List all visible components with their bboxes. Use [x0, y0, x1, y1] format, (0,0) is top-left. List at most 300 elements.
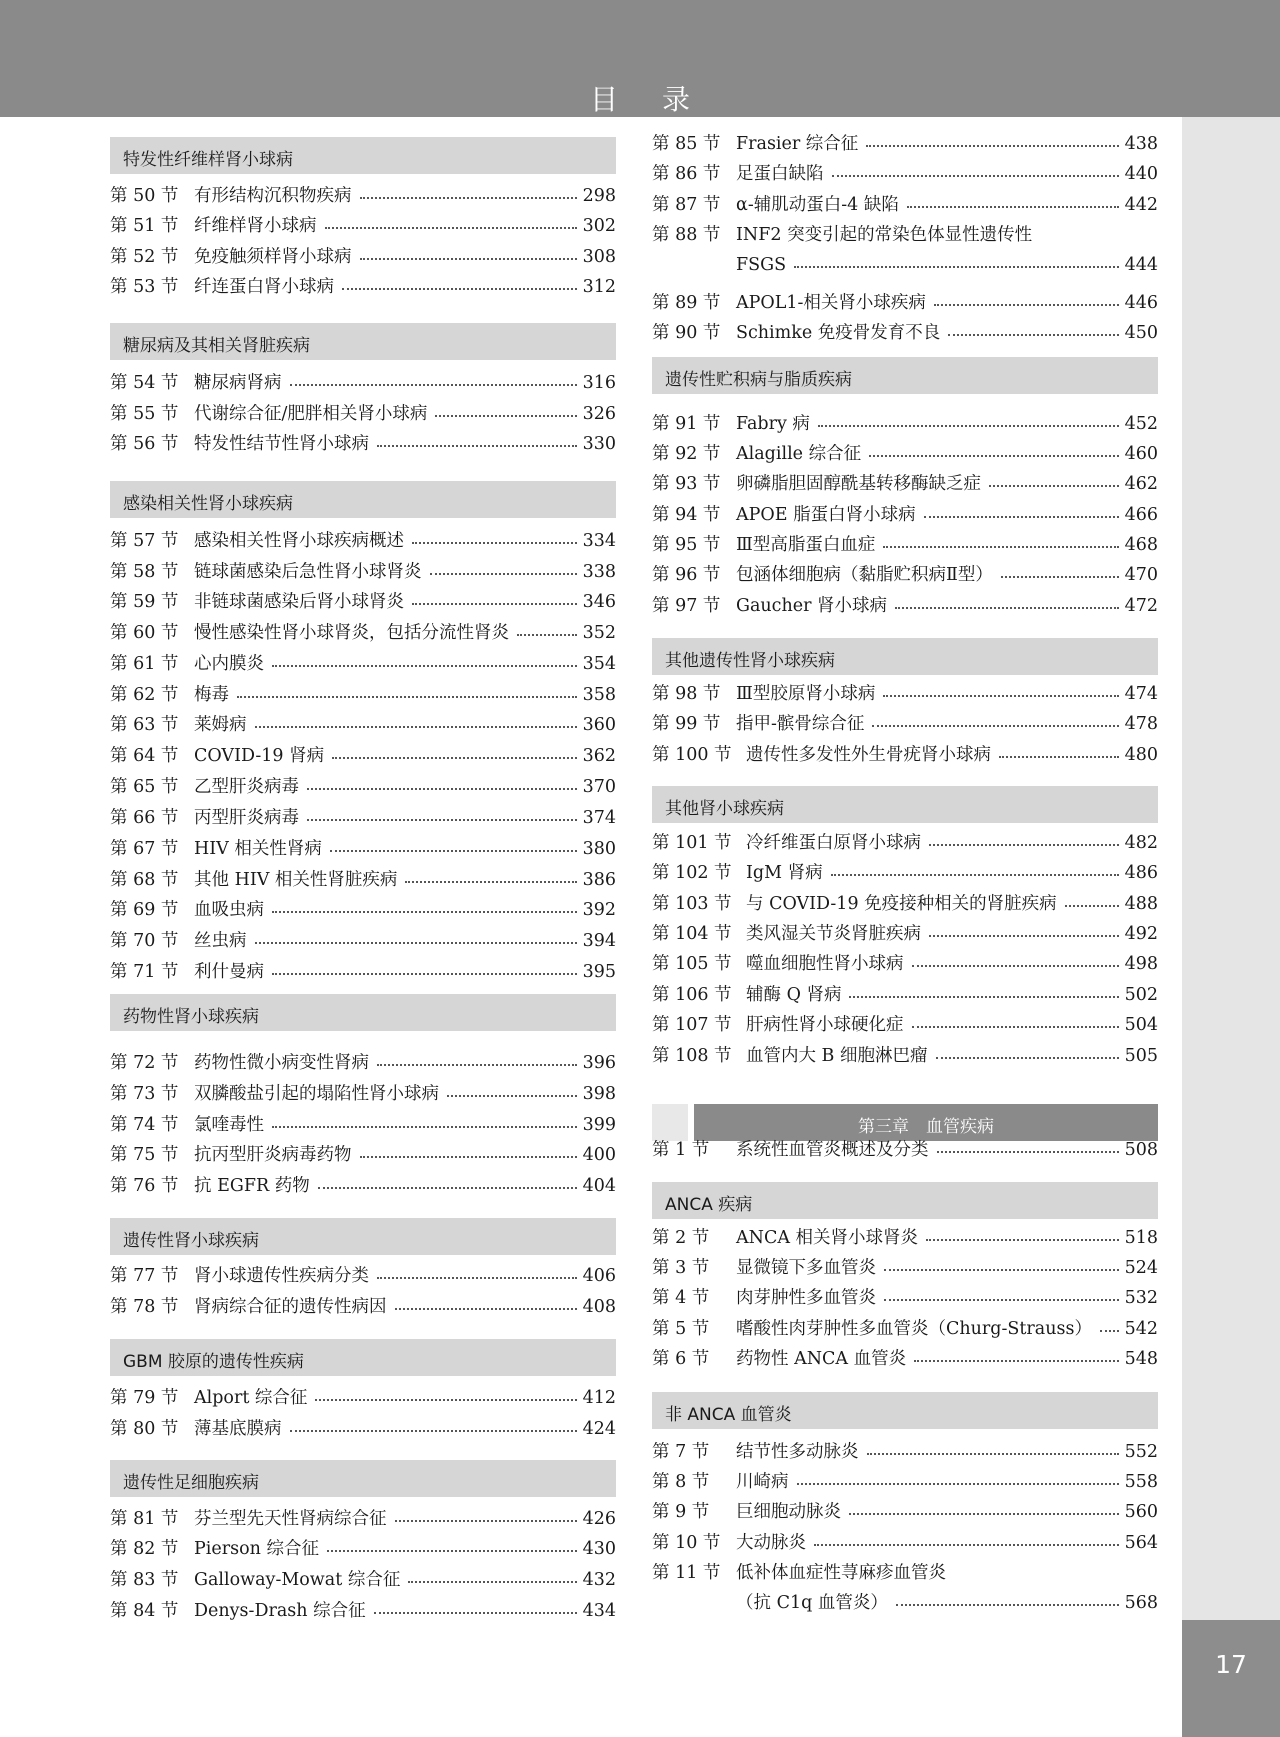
toc-entry[interactable] [110, 1263, 616, 1289]
toc-entry-section-number: 第 61 节 [110, 654, 179, 674]
toc-entry-title: 梅毒 [194, 685, 229, 705]
toc-entry[interactable] [652, 891, 1158, 917]
section-heading [652, 638, 1158, 675]
toc-entry-page-number: 434 [582, 1601, 616, 1621]
toc-entry-leader-dots [794, 266, 1118, 268]
toc-entry[interactable] [652, 921, 1158, 947]
toc-entry-section-number: 第 8 节 [652, 1472, 710, 1492]
toc-entry-leader-dots [237, 696, 577, 698]
toc-entry-title: 抗丙型肝炎病毒药物 [194, 1145, 352, 1165]
toc-entry-title: 嗜酸性肉芽肿性多血管炎（Churg-Strauss） [736, 1319, 1092, 1339]
toc-entry-leader-dots [867, 1453, 1119, 1455]
toc-entry-section-number: 第 60 节 [110, 623, 179, 643]
toc-entry-leader-dots [430, 573, 577, 575]
toc-entry[interactable] [110, 1173, 616, 1199]
toc-entry-leader-dots [929, 935, 1119, 937]
toc-entry[interactable] [110, 836, 616, 862]
toc-entry-leader-dots [872, 725, 1118, 727]
toc-entry-title: 代谢综合征/肥胖相关肾小球病 [194, 404, 428, 424]
toc-entry-page-number: 482 [1124, 833, 1158, 853]
toc-entry-leader-dots [914, 1360, 1118, 1362]
toc-entry-leader-dots [412, 603, 577, 605]
toc-entry-leader-dots [408, 1581, 576, 1583]
toc-entry-continuation[interactable] [652, 252, 1158, 278]
toc-entry-leader-dots [395, 1520, 577, 1522]
toc-entry-title: 感染相关性肾小球疾病概述 [194, 531, 404, 551]
toc-entry[interactable] [110, 1598, 616, 1624]
toc-entry[interactable] [110, 274, 616, 300]
toc-entry-page-number: 399 [582, 1115, 616, 1135]
toc-entry-page-number: 560 [1124, 1502, 1158, 1522]
toc-entry[interactable] [110, 589, 616, 615]
toc-entry-section-number: 第 100 节 [652, 745, 732, 765]
toc-entry-page-number: 474 [1124, 684, 1158, 704]
toc-entry-leader-dots [307, 819, 577, 821]
toc-entry-title: 药物性 ANCA 血管炎 [736, 1349, 907, 1369]
toc-entry[interactable] [110, 774, 616, 800]
toc-entry-title: Galloway-Mowat 综合征 [194, 1570, 401, 1590]
section-heading [110, 994, 616, 1031]
toc-entry-page-number: 362 [582, 746, 616, 766]
toc-entry[interactable] [110, 1567, 616, 1593]
toc-entry-title: Pierson 综合征 [194, 1539, 319, 1559]
toc-entry[interactable] [652, 131, 1158, 157]
toc-entry-page-number: 460 [1124, 444, 1158, 464]
toc-entry-page-number: 302 [582, 216, 616, 236]
toc-entry[interactable] [110, 712, 616, 738]
toc-entry-title: 血管内大 B 细胞淋巴瘤 [746, 1046, 928, 1066]
toc-entry-leader-dots [447, 1095, 577, 1097]
toc-entry-section-number: 第 72 节 [110, 1053, 179, 1073]
toc-entry-section-number: 第 3 节 [652, 1258, 710, 1278]
toc-entry-title: 非链球菌感染后肾小球肾炎 [194, 592, 404, 612]
toc-entry-title: 慢性感染性肾小球肾炎，包括分流性肾炎 [194, 623, 509, 643]
toc-entry-title: Schimke 免疫骨发育不良 [736, 323, 941, 343]
toc-entry-leader-dots [315, 1399, 576, 1401]
toc-entry-page-number: 532 [1124, 1288, 1158, 1308]
toc-entry[interactable] [110, 743, 616, 769]
toc-entry-title: 卵磷脂胆固醇酰基转移酶缺乏症 [736, 474, 981, 494]
toc-entry-leader-dots [255, 726, 577, 728]
page-number: 17 [1215, 1650, 1247, 1679]
toc-entry[interactable] [652, 951, 1158, 977]
toc-entry[interactable] [652, 830, 1158, 856]
toc-entry-title: 大动脉炎 [736, 1533, 806, 1553]
toc-entry-title: 类风湿关节炎肾脏疾病 [746, 924, 921, 944]
toc-entry[interactable] [652, 593, 1158, 619]
toc-entry[interactable] [110, 682, 616, 708]
toc-entry-page-number: 298 [582, 186, 616, 206]
toc-entry-title: 莱姆病 [194, 715, 247, 735]
toc-entry-title: 遗传性多发性外生骨疣肾小球病 [746, 745, 991, 765]
toc-entry-page-number: 330 [582, 434, 616, 454]
toc-entry-section-number: 第 62 节 [110, 685, 179, 705]
section-heading-label: GBM 胶原的遗传性疾病 [123, 1352, 304, 1372]
section-heading-label: 药物性肾小球疾病 [123, 1007, 259, 1027]
toc-entry[interactable] [110, 867, 616, 893]
toc-entry-title: Ⅲ型胶原肾小球病 [736, 684, 876, 704]
toc-entry-leader-dots [360, 258, 577, 260]
toc-entry-section-number: 第 55 节 [110, 404, 179, 424]
toc-entry[interactable] [110, 528, 616, 554]
toc-entry-leader-dots [360, 1156, 577, 1158]
toc-entry-title: 心内膜炎 [194, 654, 264, 674]
toc-entry-section-number: 第 79 节 [110, 1388, 179, 1408]
toc-entry[interactable] [110, 1142, 616, 1168]
toc-entry-section-number: 第 63 节 [110, 715, 179, 735]
toc-entry-title: HIV 相关性肾病 [194, 839, 322, 859]
toc-entry[interactable] [110, 805, 616, 831]
toc-entry[interactable] [652, 222, 1158, 248]
toc-entry-section-number: 第 64 节 [110, 746, 179, 766]
toc-entry-page-number: 358 [582, 685, 616, 705]
toc-entry-section-number: 第 80 节 [110, 1419, 179, 1439]
toc-entry-section-number: 第 73 节 [110, 1084, 179, 1104]
toc-entry-title: 系统性血管炎概述及分类 [736, 1140, 929, 1160]
section-heading [110, 137, 616, 174]
toc-entry-leader-dots [896, 1604, 1119, 1606]
toc-entry-section-number: 第 83 节 [110, 1570, 179, 1590]
toc-entry-section-number: 第 99 节 [652, 714, 721, 734]
toc-entry-page-number: 440 [1124, 164, 1158, 184]
toc-entry-section-number: 第 94 节 [652, 505, 721, 525]
toc-entry[interactable] [652, 1439, 1158, 1465]
toc-entry-page-number: 394 [582, 931, 616, 951]
toc-entry-title: 指甲-髌骨综合征 [736, 714, 865, 734]
toc-entry-page-number: 432 [582, 1570, 616, 1590]
toc-entry-title: 纤连蛋白肾小球病 [194, 277, 334, 297]
section-heading-label: 特发性纤维样肾小球病 [123, 150, 293, 170]
toc-entry[interactable] [652, 860, 1158, 886]
toc-entry-leader-dots [435, 415, 576, 417]
toc-entry-leader-dots [937, 1151, 1119, 1153]
section-heading [110, 1218, 616, 1255]
toc-entry[interactable] [110, 1112, 616, 1138]
toc-entry-leader-dots [374, 1612, 577, 1614]
toc-entry-leader-dots [1065, 905, 1119, 907]
toc-entry-section-number: 第 7 节 [652, 1442, 710, 1462]
toc-entry[interactable] [110, 928, 616, 954]
toc-entry-section-number: 第 93 节 [652, 474, 721, 494]
toc-entry[interactable] [652, 320, 1158, 346]
toc-entry[interactable] [652, 562, 1158, 588]
toc-entry-page-number: 398 [582, 1084, 616, 1104]
toc-entry[interactable] [652, 1137, 1158, 1163]
toc-entry-leader-dots [818, 425, 1119, 427]
toc-entry-page-number: 558 [1124, 1472, 1158, 1492]
toc-entry-title: 血吸虫病 [194, 900, 264, 920]
toc-entry-leader-dots [884, 1299, 1119, 1301]
toc-entry-leader-dots [377, 1277, 577, 1279]
toc-entry-section-number: 第 4 节 [652, 1288, 710, 1308]
toc-entry-page-number: 326 [582, 404, 616, 424]
toc-entry-page-number: 450 [1124, 323, 1158, 343]
toc-entry-title: APOL1-相关肾小球疾病 [736, 293, 926, 313]
toc-entry-section-number: 第 76 节 [110, 1176, 179, 1196]
toc-entry-leader-dots [330, 850, 577, 852]
toc-entry-leader-dots [926, 1239, 1119, 1241]
toc-entry-page-number: 370 [582, 777, 616, 797]
toc-entry-page-number: 430 [582, 1539, 616, 1559]
toc-entry[interactable] [110, 183, 616, 209]
toc-entry-section-number: 第 77 节 [110, 1266, 179, 1286]
section-heading [652, 786, 1158, 823]
toc-entry-leader-dots [395, 1308, 577, 1310]
toc-entry-section-number: 第 54 节 [110, 373, 179, 393]
toc-entry-leader-dots [272, 973, 577, 975]
toc-entry[interactable] [652, 1225, 1158, 1251]
toc-entry-section-number: 第 95 节 [652, 535, 721, 555]
toc-entry[interactable] [652, 502, 1158, 528]
toc-entry[interactable] [652, 742, 1158, 768]
toc-entry-leader-dots [883, 546, 1118, 548]
toc-entry-leader-dots [934, 304, 1119, 306]
toc-entry-title: 肝病性肾小球硬化症 [746, 1015, 904, 1035]
toc-entry[interactable] [110, 401, 616, 427]
toc-entry-leader-dots [866, 145, 1118, 147]
toc-entry-section-number: 第 88 节 [652, 225, 721, 245]
toc-entry-page-number: 334 [582, 531, 616, 551]
toc-entry-title-continuation: （抗 C1q 血管炎） [736, 1593, 888, 1613]
toc-entry-section-number: 第 101 节 [652, 833, 732, 853]
toc-entry-title: 双膦酸盐引起的塌陷性肾小球病 [194, 1084, 439, 1104]
toc-entry-title: Denys-Drash 综合征 [194, 1601, 366, 1621]
toc-entry-page-number: 542 [1124, 1319, 1158, 1339]
toc-entry-title: ANCA 相关肾小球肾炎 [736, 1228, 919, 1248]
toc-entry-page-number: 438 [1124, 134, 1158, 154]
toc-entry-title: 芬兰型先天性肾病综合征 [194, 1509, 387, 1529]
toc-entry-section-number: 第 98 节 [652, 684, 721, 704]
toc-entry-title: 肾小球遗传性疾病分类 [194, 1266, 369, 1286]
toc-entry-title: IgM 肾病 [746, 863, 823, 883]
toc-entry-section-number: 第 69 节 [110, 900, 179, 920]
toc-entry-leader-dots [869, 455, 1119, 457]
toc-entry[interactable] [110, 1294, 616, 1320]
toc-entry-page-number: 568 [1124, 1593, 1158, 1613]
toc-entry-page-number: 312 [582, 277, 616, 297]
toc-entry[interactable] [652, 1530, 1158, 1556]
section-heading [110, 481, 616, 518]
toc-entry-page-number: 446 [1124, 293, 1158, 313]
section-heading-label: ANCA 疾病 [665, 1195, 753, 1215]
toc-entry-page-number: 524 [1124, 1258, 1158, 1278]
toc-entry[interactable] [652, 411, 1158, 437]
toc-entry-page-number: 478 [1124, 714, 1158, 734]
toc-entry-section-number: 第 108 节 [652, 1046, 732, 1066]
toc-entry-page-number: 552 [1124, 1442, 1158, 1462]
toc-entry-leader-dots [936, 1057, 1119, 1059]
toc-entry-section-number: 第 1 节 [652, 1140, 710, 1160]
toc-entry-page-number: 396 [582, 1053, 616, 1073]
toc-entry-section-number: 第 84 节 [110, 1601, 179, 1621]
chapter-heading-bar [694, 1104, 1158, 1141]
toc-entry-section-number: 第 67 节 [110, 839, 179, 859]
toc-entry-page-number: 406 [582, 1266, 616, 1286]
page-title: 目录 [589, 83, 734, 116]
toc-entry[interactable] [652, 161, 1158, 187]
toc-entry[interactable] [652, 1346, 1158, 1372]
toc-entry-page-number: 548 [1124, 1349, 1158, 1369]
toc-entry-page-number: 346 [582, 592, 616, 612]
toc-entry-page-number: 488 [1124, 894, 1158, 914]
toc-entry[interactable] [652, 1469, 1158, 1495]
toc-entry[interactable] [110, 213, 616, 239]
toc-entry-title: 冷纤维蛋白原肾小球病 [746, 833, 921, 853]
toc-entry[interactable] [652, 471, 1158, 497]
section-heading [110, 1460, 616, 1497]
toc-entry-leader-dots [272, 911, 577, 913]
toc-entry-page-number: 466 [1124, 505, 1158, 525]
toc-entry-section-number: 第 9 节 [652, 1502, 710, 1522]
toc-entry[interactable] [652, 192, 1158, 218]
toc-entry[interactable] [652, 1316, 1158, 1342]
toc-entry[interactable] [652, 1012, 1158, 1038]
toc-entry-page-number: 498 [1124, 954, 1158, 974]
toc-entry[interactable] [110, 1536, 616, 1562]
toc-entry[interactable] [110, 1506, 616, 1532]
toc-entry[interactable] [652, 982, 1158, 1008]
toc-entry-section-number: 第 2 节 [652, 1228, 710, 1248]
toc-entry-leader-dots [327, 1550, 577, 1552]
toc-entry-title: 显微镜下多血管炎 [736, 1258, 876, 1278]
toc-entry-title: 噬血细胞性肾小球病 [746, 954, 904, 974]
toc-entry-page-number: 470 [1124, 565, 1158, 585]
toc-entry-leader-dots [849, 1513, 1119, 1515]
toc-entry[interactable] [110, 559, 616, 585]
toc-entry-page-number: 508 [1124, 1140, 1158, 1160]
toc-entry-page-number: 360 [582, 715, 616, 735]
toc-entry-section-number: 第 96 节 [652, 565, 721, 585]
toc-entry[interactable] [110, 897, 616, 923]
toc-entry-leader-dots [307, 788, 577, 790]
toc-entry-leader-dots [272, 665, 577, 667]
toc-entry[interactable] [652, 1560, 1158, 1586]
toc-entry-page-number: 444 [1124, 255, 1158, 275]
toc-entry-leader-dots [412, 542, 577, 544]
toc-entry-section-number: 第 92 节 [652, 444, 721, 464]
toc-entry-section-number: 第 50 节 [110, 186, 179, 206]
toc-entry-section-number: 第 75 节 [110, 1145, 179, 1165]
toc-entry[interactable] [652, 711, 1158, 737]
toc-entry[interactable] [110, 1081, 616, 1107]
toc-entry-leader-dots [360, 197, 577, 199]
toc-entry-title: 巨细胞动脉炎 [736, 1502, 841, 1522]
toc-entry[interactable] [652, 441, 1158, 467]
toc-entry-page-number: 404 [582, 1176, 616, 1196]
toc-entry-section-number: 第 87 节 [652, 195, 721, 215]
toc-entry-section-number: 第 89 节 [652, 293, 721, 313]
toc-entry-page-number: 504 [1124, 1015, 1158, 1035]
toc-entry-section-number: 第 65 节 [110, 777, 179, 797]
toc-entry-leader-dots [405, 881, 576, 883]
toc-entry-page-number: 442 [1124, 195, 1158, 215]
toc-entry-section-number: 第 105 节 [652, 954, 732, 974]
toc-entry-leader-dots [831, 874, 1119, 876]
toc-entry-leader-dots [290, 384, 577, 386]
toc-entry-leader-dots [929, 844, 1119, 846]
section-heading [652, 1182, 1158, 1219]
toc-entry[interactable] [652, 1499, 1158, 1525]
toc-entry-section-number: 第 102 节 [652, 863, 732, 883]
toc-entry[interactable] [110, 370, 616, 396]
toc-entry-leader-dots [1001, 576, 1119, 578]
chapter-heading-tab [652, 1104, 688, 1141]
toc-entry-section-number: 第 106 节 [652, 985, 732, 1005]
toc-entry-section-number: 第 5 节 [652, 1319, 710, 1339]
toc-entry-leader-dots [332, 757, 577, 759]
toc-entry[interactable] [110, 1050, 616, 1076]
toc-entry-section-number: 第 68 节 [110, 870, 179, 890]
toc-entry-section-number: 第 53 节 [110, 277, 179, 297]
toc-entry[interactable] [110, 1385, 616, 1411]
toc-entry[interactable] [652, 532, 1158, 558]
toc-entry-title: 川崎病 [736, 1472, 789, 1492]
toc-entry-title: 与 COVID-19 免疫接种相关的肾脏疾病 [746, 894, 1057, 914]
toc-entry-title: 链球菌感染后急性肾小球肾炎 [194, 562, 422, 582]
toc-entry[interactable] [110, 959, 616, 985]
section-heading-label: 非 ANCA 血管炎 [665, 1405, 792, 1425]
section-heading-label: 其他肾小球疾病 [665, 799, 784, 819]
toc-entry-leader-dots [517, 634, 577, 636]
toc-entry-leader-dots [912, 965, 1119, 967]
toc-entry[interactable] [110, 620, 616, 646]
section-heading-label: 遗传性贮积病与脂质疾病 [665, 370, 852, 390]
toc-entry-page-number: 502 [1124, 985, 1158, 1005]
toc-entry-section-number: 第 104 节 [652, 924, 732, 944]
toc-entry[interactable] [652, 681, 1158, 707]
toc-entry-section-number: 第 52 节 [110, 247, 179, 267]
toc-entry-page-number: 505 [1124, 1046, 1158, 1066]
chapter-heading [652, 1104, 1158, 1141]
toc-entry-section-number: 第 103 节 [652, 894, 732, 914]
toc-entry-leader-dots [272, 1126, 577, 1128]
toc-entry-title: 有形结构沉积物疾病 [194, 186, 352, 206]
toc-entry-page-number: 480 [1124, 745, 1158, 765]
toc-entry-leader-dots [948, 334, 1118, 336]
toc-entry-leader-dots [325, 227, 577, 229]
toc-entry-title: 肉芽肿性多血管炎 [736, 1288, 876, 1308]
section-heading [652, 357, 1158, 394]
toc-entry-section-number: 第 6 节 [652, 1349, 710, 1369]
toc-entry-continuation[interactable] [652, 1590, 1158, 1616]
toc-entry-page-number: 395 [582, 962, 616, 982]
toc-entry-section-number: 第 57 节 [110, 531, 179, 551]
toc-entry-title: COVID-19 肾病 [194, 746, 325, 766]
toc-entry[interactable] [652, 290, 1158, 316]
toc-entry-leader-dots [318, 1187, 577, 1189]
toc-entry-leader-dots [884, 1269, 1119, 1271]
toc-entry-title: 糖尿病肾病 [194, 373, 282, 393]
toc-entry-page-number: 412 [582, 1388, 616, 1408]
toc-entry-title: Gaucher 肾小球病 [736, 596, 888, 616]
toc-entry-section-number: 第 10 节 [652, 1533, 721, 1553]
toc-entry-page-number: 380 [582, 839, 616, 859]
toc-entry[interactable] [652, 1255, 1158, 1281]
toc-entry-page-number: 492 [1124, 924, 1158, 944]
toc-entry[interactable] [652, 1285, 1158, 1311]
toc-entry-leader-dots [924, 516, 1119, 518]
toc-entry[interactable] [110, 244, 616, 270]
toc-entry[interactable] [652, 1043, 1158, 1069]
toc-entry-leader-dots [342, 288, 577, 290]
toc-entry-title: 结节性多动脉炎 [736, 1442, 859, 1462]
toc-entry[interactable] [110, 1416, 616, 1442]
toc-entry[interactable] [110, 431, 616, 457]
toc-entry-leader-dots [377, 1064, 577, 1066]
toc-entry-section-number: 第 81 节 [110, 1509, 179, 1529]
toc-entry[interactable] [110, 651, 616, 677]
toc-entry-leader-dots [1100, 1330, 1119, 1332]
